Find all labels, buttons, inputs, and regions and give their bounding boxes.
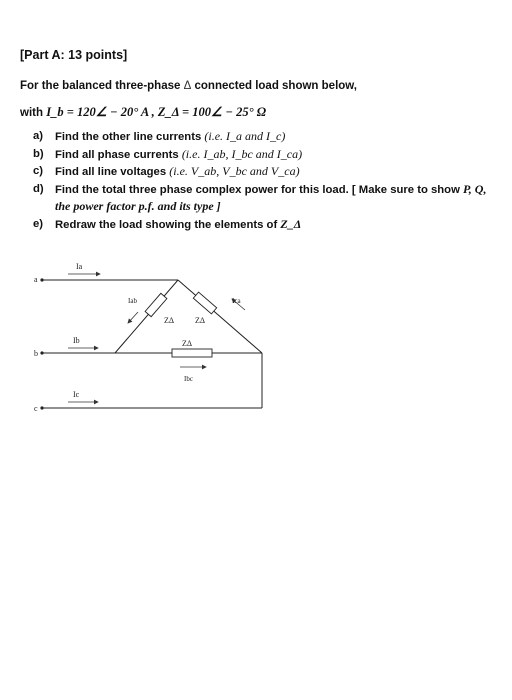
given-expression: I_b = 120∠ − 20° A , Z_Δ = 100∠ − 25° Ω (46, 105, 267, 119)
line-c (40, 353, 262, 410)
impedance-bottom-label: ZΔ (182, 339, 193, 348)
impedance-left-box (145, 293, 167, 316)
delta-symbol: Δ (183, 80, 192, 92)
question-letter: d) (33, 182, 44, 195)
given-prefix: with (20, 107, 43, 119)
question-text (55, 216, 301, 234)
question-text (55, 128, 285, 146)
question-e-math: Z_Δ (280, 216, 302, 231)
question-text (55, 163, 300, 181)
line-current-b-label: Ib (73, 336, 80, 345)
phase-current-bc-label: Ibc (184, 375, 193, 383)
node-a-label: a (34, 275, 38, 284)
question-b-text: Find all phase currents (55, 148, 179, 161)
intro-text-before: For the balanced three-phase (20, 80, 181, 92)
question-text (55, 181, 503, 216)
question-b-math: (i.e. I_ab, I_bc and I_ca) (181, 146, 303, 161)
question-letter: e) (33, 217, 44, 230)
line-current-c-label: Ic (73, 390, 80, 399)
given-line (20, 104, 266, 120)
line-current-a-label: Ia (76, 262, 83, 271)
line-a (40, 274, 178, 282)
question-a-math: (i.e. I_a and I_c) (204, 129, 286, 143)
question-letter: a) (33, 130, 44, 142)
delta-circuit-diagram (0, 250, 300, 430)
question-c-text: Find all line voltages (55, 166, 167, 178)
question-c-math: (i.e. V_ab, V_bc and V_ca) (169, 164, 300, 178)
question-e-text: Redraw the load showing the elements of (55, 218, 278, 231)
phase-current-ca-label: Ica (232, 297, 241, 305)
question-d-text: Find the total three phase complex power for this load. [ Make sure to show (55, 183, 460, 196)
impedance-right-box (193, 292, 216, 314)
question-list (33, 128, 503, 233)
question-c (33, 163, 503, 181)
node-b-label: b (34, 349, 38, 358)
question-a (33, 128, 503, 146)
phase-current-ab-label: Iab (128, 297, 137, 305)
question-d (33, 181, 503, 216)
node-c-label: c (34, 404, 38, 413)
impedance-bottom-box (172, 349, 212, 357)
intro-text-after: connected load shown below, (194, 80, 358, 92)
question-text (55, 146, 302, 164)
line-b (40, 348, 115, 355)
question-letter: b) (33, 147, 44, 160)
question-a-text: Find the other line currents (55, 131, 202, 143)
phase-current-ab-arrow-icon (128, 312, 138, 323)
part-header: [Part A: 13 points] (20, 48, 128, 62)
impedance-right-label: ZΔ (195, 316, 206, 325)
question-b (33, 146, 503, 164)
question-e (33, 216, 503, 234)
impedance-left-label: ZΔ (164, 316, 175, 325)
intro-line (20, 80, 357, 92)
delta-load (115, 280, 262, 367)
question-letter: c) (33, 165, 44, 177)
question-d-math: P, Q, the power factor p.f. and its type ] (55, 181, 487, 213)
